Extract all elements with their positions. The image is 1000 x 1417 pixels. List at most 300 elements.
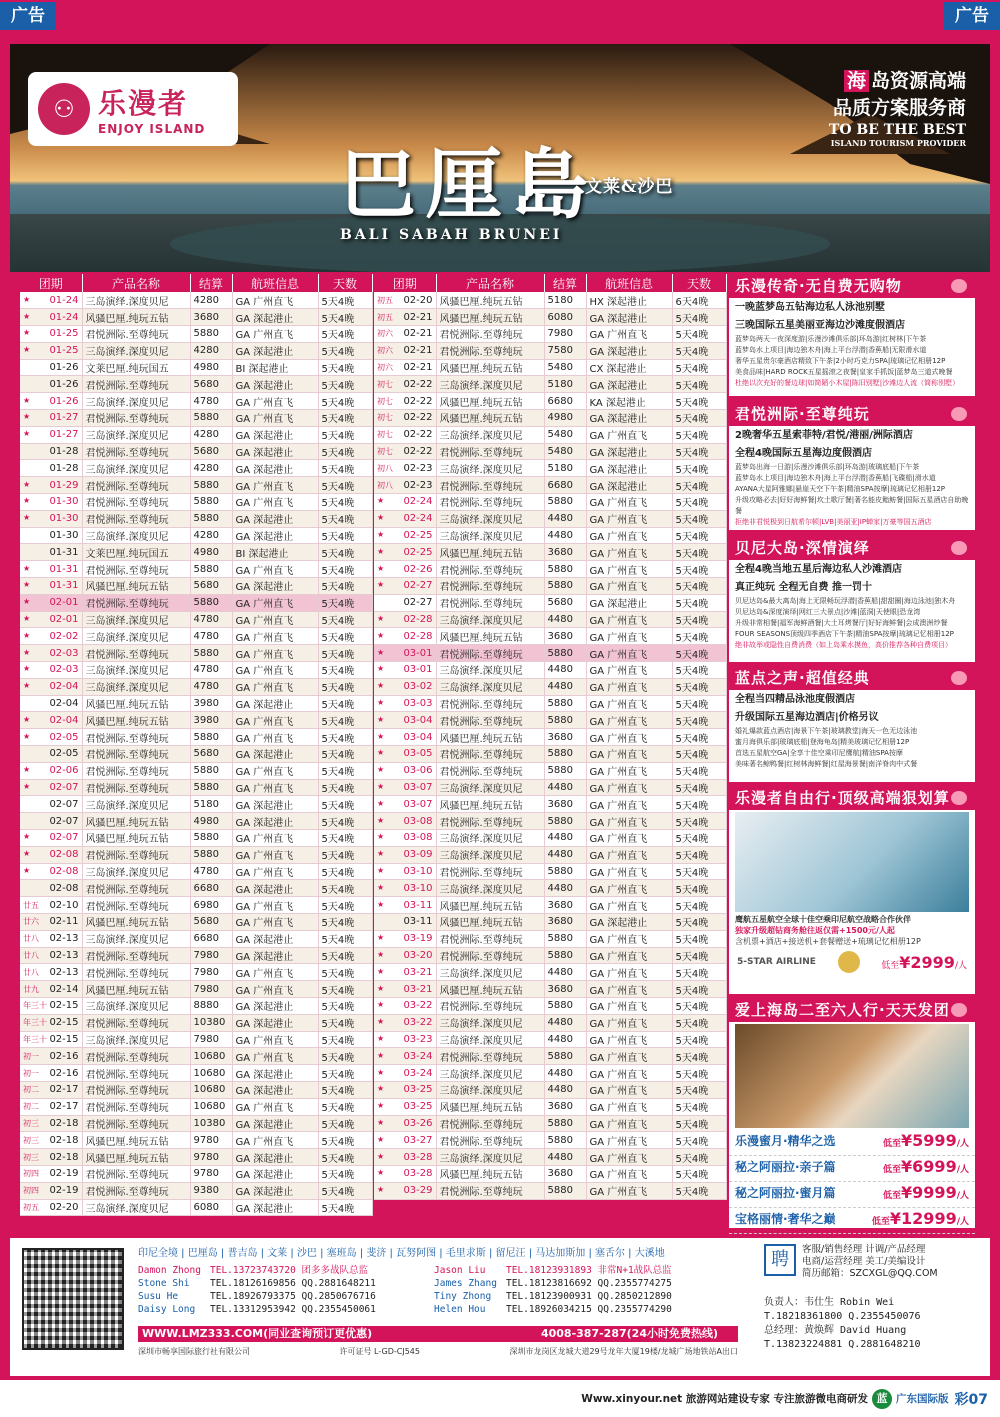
villa-bath-photo	[735, 1024, 969, 1128]
days-cell: 5天4晚	[318, 1014, 372, 1031]
date-cell	[20, 561, 82, 578]
promo-line: 美食品味|HARD ROCK五星摇滚之夜餐|皇家手抓饭|蓝梦岛三道式晚餐	[735, 368, 953, 376]
product-cell: 君悦洲际.至尊纯玩	[82, 410, 190, 427]
date-cell	[20, 1132, 82, 1149]
days-cell: 5天4晚	[318, 1165, 372, 1182]
date-marker: ★	[377, 798, 385, 808]
hero-banner	[10, 44, 990, 272]
flight-cell: GA 广州直飞	[586, 494, 672, 511]
col-header-price: 结算	[544, 274, 586, 292]
schedule-table-left	[20, 274, 373, 1216]
date-marker: 初八	[377, 480, 393, 490]
date-cell	[374, 1048, 436, 1065]
price-cell: 5880	[544, 997, 586, 1014]
date-marker: 年三十	[23, 1018, 47, 1028]
award-medal-icon	[838, 951, 860, 973]
date-cell	[20, 695, 82, 712]
days-cell: 5天4晚	[318, 1098, 372, 1115]
date-cell	[374, 678, 436, 695]
price-cell: 5880	[190, 410, 232, 427]
flight-cell: GA 广州直飞	[232, 594, 318, 611]
flight-cell: GA 广州直飞	[232, 830, 318, 847]
price-prefix: 低至	[881, 960, 900, 971]
product-cell: 风骚巴厘.纯玩五钻	[82, 981, 190, 998]
flight-cell: GA 深起港止	[586, 410, 672, 427]
contact-name: James Zhang	[434, 1278, 497, 1289]
col-header-product: 产品名称	[436, 274, 544, 292]
price-cell: 4780	[190, 393, 232, 410]
date-value: 02-15	[49, 1017, 79, 1029]
product-cell: 风骚巴厘.纯玩五钻	[436, 913, 544, 930]
date-marker: ★	[23, 345, 31, 355]
table-row	[374, 628, 726, 645]
days-cell: 5天4晚	[672, 762, 726, 779]
price-cell: 3680	[544, 981, 586, 998]
date-marker: ★	[377, 1084, 385, 1094]
date-value: 02-15	[49, 1033, 79, 1045]
company-info	[138, 1346, 738, 1357]
days-cell: 5天4晚	[318, 510, 372, 527]
table-row	[374, 359, 726, 376]
days-cell: 5天4晚	[672, 678, 726, 695]
date-value: 02-20	[403, 294, 433, 306]
promo-line: 鹰航五星航空全球十佳空乘印尼航空战略合作伙伴	[735, 915, 911, 924]
product-cell: 君悦洲际.至尊纯玩	[436, 762, 544, 779]
contact-info: TEL.18126169856 QQ.2881648211	[210, 1278, 376, 1289]
product-cell: 风骚巴厘.纯玩五钻	[436, 410, 544, 427]
manager-line: 总经理：黄焕辉 David Huang	[764, 1325, 907, 1336]
table-row	[20, 964, 372, 981]
date-cell	[374, 628, 436, 645]
date-marker: ★	[377, 496, 385, 506]
price-cell: 5180	[544, 460, 586, 477]
table-row	[20, 981, 372, 998]
date-cell	[20, 880, 82, 897]
footer	[0, 1380, 1000, 1417]
date-value: 01-24	[49, 294, 79, 306]
date-value: 01-26	[49, 395, 79, 407]
date-cell	[20, 997, 82, 1014]
date-marker: ★	[377, 698, 385, 708]
product-cell: 君悦洲际.至尊纯玩	[436, 326, 544, 343]
days-cell: 5天4晚	[318, 981, 372, 998]
product-cell: 风骚巴厘.纯玩五钻	[436, 359, 544, 376]
date-cell	[20, 326, 82, 343]
date-value: 02-06	[49, 765, 79, 777]
price-value: ¥5999	[901, 1131, 957, 1150]
date-marker: 年三十	[23, 1034, 47, 1044]
product-cell: 君悦洲际.至尊纯玩	[82, 645, 190, 662]
table-row	[20, 561, 372, 578]
days-cell: 5天4晚	[672, 863, 726, 880]
date-marker: ★	[23, 328, 31, 338]
date-marker: 初五	[377, 295, 393, 305]
promo-main-1: 2晚奢华五星索菲特/君悦/港丽/洲际酒店	[735, 430, 913, 441]
date-cell	[20, 611, 82, 628]
flight-cell: GA 广州直飞	[586, 1098, 672, 1115]
website-link[interactable]: WWW.LMZ333.COM(同业查询预订更优惠)	[142, 1327, 373, 1340]
product-cell: 风骚巴厘.纯玩五钻	[436, 729, 544, 746]
table-row	[20, 997, 372, 1014]
promo-title: 爱上海岛二至六人行·天天发团	[729, 998, 975, 1022]
flight-cell: GA 深起港止	[232, 460, 318, 477]
days-cell: 5天4晚	[672, 947, 726, 964]
date-cell	[374, 410, 436, 427]
days-cell: 5天4晚	[672, 527, 726, 544]
product-cell: 君悦洲际.至尊纯玩	[436, 695, 544, 712]
flight-cell: GA 广州直飞	[586, 645, 672, 662]
table-row	[20, 930, 372, 947]
table-row	[374, 997, 726, 1014]
product-cell: 文莱巴厘.纯玩国五	[82, 359, 190, 376]
hiring-box	[764, 1244, 984, 1280]
date-cell	[374, 846, 436, 863]
date-marker: 初三	[23, 1152, 39, 1162]
date-marker: ★	[377, 815, 385, 825]
product-cell: 君悦洲际.至尊纯玩	[82, 1165, 190, 1182]
date-marker: ★	[377, 933, 385, 943]
promo-main-1: 全程4晚当地五星后海边私人沙滩酒店	[735, 564, 902, 575]
table-row	[374, 561, 726, 578]
price-cell: 5880	[190, 830, 232, 847]
product-cell: 三岛演绎.深度贝尼	[82, 678, 190, 695]
date-marker: 廿六	[23, 917, 39, 927]
days-cell: 5天4晚	[318, 628, 372, 645]
flight-cell: GA 广州直飞	[586, 527, 672, 544]
date-cell	[374, 561, 436, 578]
date-cell	[374, 594, 436, 611]
days-cell: 5天4晚	[318, 746, 372, 763]
brand-name: 乐漫者	[98, 87, 189, 120]
date-value: 03-07	[403, 798, 433, 810]
days-cell: 5天4晚	[318, 578, 372, 595]
date-marker: ★	[377, 513, 385, 523]
brand-name-en: ENJOY ISLAND	[98, 122, 206, 136]
product-cell: 君悦洲际.至尊纯玩	[436, 930, 544, 947]
price-cell: 9780	[190, 1165, 232, 1182]
date-marker: ★	[23, 832, 31, 842]
contact-info: TEL.18926793375 QQ.2850676716	[210, 1291, 376, 1302]
date-cell	[20, 762, 82, 779]
product-cell: 三岛演绎.深度贝尼	[82, 863, 190, 880]
date-cell	[374, 527, 436, 544]
price-cell: 3680	[544, 544, 586, 561]
table-row	[20, 426, 372, 443]
date-value: 03-08	[403, 832, 433, 844]
days-cell: 5天4晚	[318, 611, 372, 628]
date-marker: ★	[23, 865, 31, 875]
date-value: 03-06	[403, 765, 433, 777]
col-header-product: 产品名称	[82, 274, 190, 292]
flight-cell: GA 深起港止	[232, 1165, 318, 1182]
date-marker: 初七	[377, 447, 393, 457]
price-cell: 5880	[544, 712, 586, 729]
table-row	[20, 1165, 372, 1182]
date-value: 02-23	[403, 462, 433, 474]
date-cell	[20, 1199, 82, 1216]
company-name: 深圳市畅享国际旅行社有限公司	[138, 1347, 250, 1356]
flight-cell: GA 深起港止	[232, 443, 318, 460]
days-cell: 5天4晚	[318, 1031, 372, 1048]
date-cell	[374, 544, 436, 561]
flight-cell: GA 深起港止	[232, 1065, 318, 1082]
flight-cell: GA 广州直飞	[586, 1031, 672, 1048]
date-cell	[374, 1182, 436, 1199]
date-cell	[20, 527, 82, 544]
product-cell: 三岛演绎.深度贝尼	[82, 796, 190, 813]
product-cell: 君悦洲际.至尊纯玩	[82, 947, 190, 964]
table-row	[20, 309, 372, 326]
price-value: ¥2999	[899, 952, 955, 972]
flight-cell: GA 深起港止	[586, 309, 672, 326]
price-cell: 3980	[190, 695, 232, 712]
table-row	[374, 662, 726, 679]
flight-cell: GA 广州直飞	[232, 678, 318, 695]
flight-cell: BI 深起港止	[232, 359, 318, 376]
product-cell: 君悦洲际.至尊纯玩	[82, 1014, 190, 1031]
date-value: 02-22	[403, 395, 433, 407]
price-cell: 6680	[544, 393, 586, 410]
date-value: 03-11	[403, 899, 433, 911]
flight-cell: GA 广州直飞	[586, 1182, 672, 1199]
qr-code-pattern	[24, 1250, 122, 1348]
table-row	[20, 1182, 372, 1199]
promo-line: 蜜月海俱乐部|玻璃底船|登海龟岛|精美玻璃记忆相册12P	[735, 738, 910, 746]
product-cell: 君悦洲际.至尊纯玩	[436, 494, 544, 511]
date-cell	[374, 913, 436, 930]
days-cell: 5天4晚	[672, 494, 726, 511]
flight-cell: GA 广州直飞	[586, 712, 672, 729]
date-value: 03-27	[403, 1134, 433, 1146]
price-cell: 10380	[190, 1014, 232, 1031]
product-cell: 风骚巴厘.纯玩五钻	[82, 830, 190, 847]
date-value: 01-26	[49, 362, 79, 374]
product-cell: 君悦洲际.至尊纯玩	[82, 1098, 190, 1115]
days-cell: 5天4晚	[672, 594, 726, 611]
promo-legend	[729, 274, 975, 396]
table-row	[374, 729, 726, 746]
flight-cell: GA 广州直飞	[586, 695, 672, 712]
product-cell: 三岛演绎.深度贝尼	[82, 426, 190, 443]
product-cell: 三岛演绎.深度贝尼	[82, 1199, 190, 1216]
days-cell: 5天4晚	[318, 1081, 372, 1098]
product-cell: 君悦洲际.至尊纯玩	[436, 947, 544, 964]
price-cell: 3680	[544, 913, 586, 930]
ad-label-left: 广告	[0, 2, 56, 30]
table-row	[374, 863, 726, 880]
flight-cell: GA 广州直飞	[586, 1165, 672, 1182]
col-header-flight: 航班信息	[586, 274, 672, 292]
date-cell	[20, 1165, 82, 1182]
date-marker: ★	[23, 429, 31, 439]
price-cell: 4280	[190, 342, 232, 359]
hero-title	[340, 124, 674, 243]
flight-cell: GA 广州直飞	[586, 561, 672, 578]
table-row	[20, 1149, 372, 1166]
flight-cell: GA 广州直飞	[586, 544, 672, 561]
price-cell: 5880	[544, 863, 586, 880]
product-cell: 三岛演绎.深度贝尼	[436, 376, 544, 393]
product-cell: 君悦洲际.至尊纯玩	[436, 342, 544, 359]
date-value: 01-31	[49, 580, 79, 592]
price-cell: 5480	[544, 443, 586, 460]
table-row	[20, 611, 372, 628]
promo-line: 含机票+酒店+接送机+套餐赠送+琉璃记忆相册12P	[735, 937, 921, 946]
price-cell: 4480	[544, 510, 586, 527]
days-cell: 5天4晚	[672, 393, 726, 410]
price-cell: 3680	[544, 628, 586, 645]
date-value: 02-20	[49, 1201, 79, 1213]
date-value: 03-22	[403, 1017, 433, 1029]
flight-cell: GA 广州直飞	[232, 913, 318, 930]
date-cell	[374, 712, 436, 729]
date-cell	[20, 1115, 82, 1132]
date-value: 01-30	[49, 513, 79, 525]
date-marker: 廿五	[23, 900, 39, 910]
price-cell: 6980	[190, 897, 232, 914]
date-marker: ★	[377, 1168, 385, 1178]
promo-line: 升级攻略必去|好好海鲜餐|坎土歌厅餐|著名能皮鮨鲂餐|国际五星酒店自助晚餐	[735, 496, 969, 515]
days-cell: 5天4晚	[672, 729, 726, 746]
date-cell	[20, 813, 82, 830]
product-cell: 风骚巴厘.纯玩五钻	[436, 393, 544, 410]
date-cell	[20, 292, 82, 309]
date-value: 02-19	[49, 1185, 79, 1197]
flight-cell: GA 广州直飞	[586, 1014, 672, 1031]
table-row	[20, 947, 372, 964]
days-cell: 5天4晚	[318, 1149, 372, 1166]
date-marker: 初八	[377, 463, 393, 473]
days-cell: 5天4晚	[672, 561, 726, 578]
promo-line: 蓝梦岛出海一日游|乐漫沙滩俱乐部|环岛游|玻璃底船|下午茶	[735, 463, 920, 471]
days-cell: 5天4晚	[672, 410, 726, 427]
col-header-date: 团期	[20, 274, 82, 292]
date-cell	[374, 830, 436, 847]
date-value: 02-21	[403, 345, 433, 357]
date-cell	[20, 1182, 82, 1199]
days-cell: 5天4晚	[318, 796, 372, 813]
table-row	[20, 880, 372, 897]
table-row	[374, 1048, 726, 1065]
flight-cell: GA 广州直飞	[586, 729, 672, 746]
date-cell	[374, 578, 436, 595]
product-cell: 三岛演绎.深度贝尼	[436, 830, 544, 847]
footer-site: Www.xinyour.net 旅游网站建设专家 专注旅游微电商研发	[581, 1393, 869, 1405]
date-marker: ★	[377, 630, 385, 640]
table-row	[20, 578, 372, 595]
promo-free-travel	[729, 786, 975, 994]
date-cell	[20, 628, 82, 645]
price-cell: 4480	[544, 527, 586, 544]
date-marker: ★	[23, 849, 31, 859]
date-cell	[374, 662, 436, 679]
table-row	[374, 426, 726, 443]
date-cell	[20, 1014, 82, 1031]
date-value: 02-04	[49, 681, 79, 693]
product-cell: 三岛演绎.深度贝尼	[436, 1149, 544, 1166]
date-cell	[374, 897, 436, 914]
slogan-line1: 岛资源高端	[870, 70, 966, 92]
price-cell: 3980	[190, 712, 232, 729]
flight-cell: GA 广州直飞	[586, 1065, 672, 1082]
date-cell	[20, 746, 82, 763]
contact-info: TEL.18123900931 QQ.2850212890	[506, 1291, 672, 1302]
date-marker: 廿八	[23, 967, 39, 977]
table-row	[20, 494, 372, 511]
date-marker: ★	[377, 1050, 385, 1060]
date-value: 02-10	[49, 899, 79, 911]
days-cell: 5天4晚	[672, 997, 726, 1014]
price-cell: 9780	[190, 1149, 232, 1166]
date-value: 02-13	[49, 933, 79, 945]
table-row	[374, 830, 726, 847]
promo-line: 贝尼达岛&最大离岛|海上无限畅玩浮潜|香蕉船|甜甜圈|海边泳池|独木舟	[735, 597, 956, 605]
product-cell: 君悦洲际.至尊纯玩	[82, 594, 190, 611]
contact-info: TEL.18123931893 非常N+1战队总监	[506, 1265, 672, 1276]
date-cell	[374, 510, 436, 527]
days-cell: 5天4晚	[672, 981, 726, 998]
table-row	[374, 477, 726, 494]
days-cell: 5天4晚	[672, 460, 726, 477]
days-cell: 5天4晚	[672, 930, 726, 947]
table-row	[374, 1132, 726, 1149]
days-cell: 5天4晚	[672, 846, 726, 863]
flight-cell: GA 深起港止	[232, 880, 318, 897]
days-cell: 5天4晚	[672, 913, 726, 930]
product-cell: 君悦洲际.至尊纯玩	[82, 779, 190, 796]
contact-info: TEL.18123816692 QQ.2355774275	[506, 1278, 672, 1289]
days-cell: 5天4晚	[672, 1132, 726, 1149]
product-cell: 君悦洲际.至尊纯玩	[436, 1132, 544, 1149]
promo-main-2: 三晚国际五星美丽亚海边沙滩度假酒店	[735, 320, 905, 331]
flight-cell: GA 深起港止	[586, 913, 672, 930]
date-cell	[20, 897, 82, 914]
table-row	[20, 1098, 372, 1115]
date-value: 02-22	[403, 429, 433, 441]
schedule-table-right	[374, 274, 727, 1200]
flight-cell: GA 广州直飞	[586, 628, 672, 645]
table-row	[374, 510, 726, 527]
promo-main-1: 全程当四精品泳池度假酒店	[735, 694, 855, 705]
date-cell	[20, 712, 82, 729]
days-cell: 5天4晚	[318, 594, 372, 611]
price-cell: 4480	[544, 1014, 586, 1031]
date-cell	[20, 393, 82, 410]
price-cell: 4480	[544, 611, 586, 628]
price-cell: 5880	[544, 695, 586, 712]
table-row	[374, 309, 726, 326]
table-row	[374, 578, 726, 595]
flight-cell: GA 广州直飞	[586, 1132, 672, 1149]
days-cell: 5天4晚	[672, 964, 726, 981]
date-value: 02-18	[49, 1151, 79, 1163]
date-value: 03-21	[403, 983, 433, 995]
table-row	[374, 594, 726, 611]
date-value: 02-16	[49, 1067, 79, 1079]
flight-cell: GA 广州直飞	[232, 1048, 318, 1065]
flight-cell: GA 广州直飞	[232, 846, 318, 863]
product-cell: 风骚巴厘.纯玩五钻	[436, 1098, 544, 1115]
flight-cell: GA 广州直飞	[586, 578, 672, 595]
days-cell: 5天4晚	[318, 1065, 372, 1082]
date-value: 02-28	[403, 614, 433, 626]
date-marker: ★	[377, 714, 385, 724]
days-cell: 5天4晚	[318, 762, 372, 779]
days-cell: 5天4晚	[318, 1182, 372, 1199]
date-value: 02-17	[49, 1101, 79, 1113]
flight-cell: GA 广州直飞	[232, 628, 318, 645]
days-cell: 5天4晚	[672, 628, 726, 645]
